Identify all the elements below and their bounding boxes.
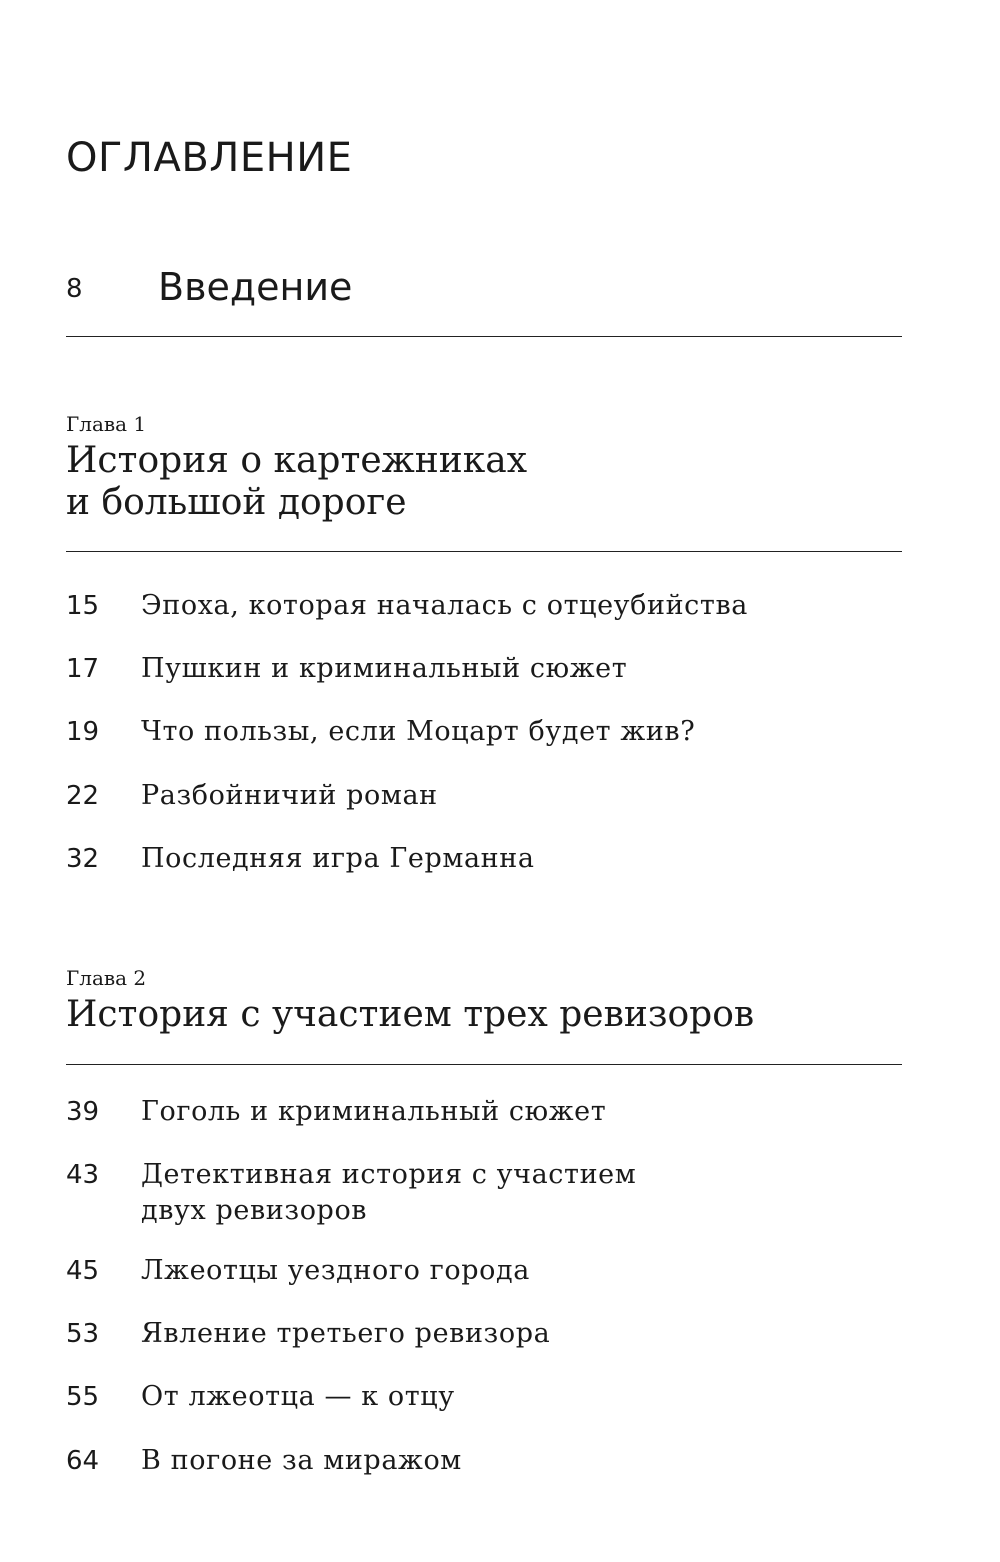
entry-title: Гоголь и криминальный сюжет [141, 1096, 607, 1127]
chapter-label: Глава 1 [66, 412, 147, 436]
entry-title: Пушкин и криминальный сюжет [141, 653, 628, 684]
page-number: 45 [66, 1256, 100, 1286]
chapter-title-line: История о картежниках [66, 440, 528, 481]
entry-title: В погоне за миражом [141, 1445, 462, 1476]
entry-title: Последняя игра Германна [141, 843, 535, 874]
page-number: 8 [66, 274, 83, 304]
entry-title-line: Детективная история с участием [141, 1159, 637, 1190]
page-number: 17 [66, 654, 100, 684]
page-number: 15 [66, 591, 100, 621]
entry-title [141, 1157, 841, 1229]
page-number: 64 [66, 1446, 100, 1476]
page-number: 43 [66, 1160, 100, 1190]
chapter-title-line: и большой дороге [66, 482, 407, 523]
page-number: 55 [66, 1382, 100, 1412]
toc-entry-introduction[interactable] [66, 262, 906, 312]
entry-title-line: двух ревизоров [141, 1195, 368, 1226]
chapter-title[interactable] [66, 994, 906, 1036]
entry-title: Явление третьего ревизора [141, 1318, 551, 1349]
chapter-label: Глава 2 [66, 966, 147, 990]
divider [66, 551, 902, 552]
page-number: 19 [66, 717, 100, 747]
chapter-title-line: История с участием трех ревизоров [66, 994, 755, 1035]
divider [66, 1064, 902, 1065]
divider [66, 336, 902, 337]
entry-title: Разбойничий роман [141, 780, 438, 811]
entry-title: Что пользы, если Моцарт будет жив? [141, 716, 696, 747]
entry-title: От лжеотца — к отцу [141, 1381, 455, 1412]
entry-title: Введение [158, 265, 353, 309]
entry-title: Лжеотцы уездного города [141, 1255, 530, 1286]
chapter-title[interactable] [66, 440, 906, 524]
page-number: 22 [66, 781, 100, 811]
page-number: 39 [66, 1097, 100, 1127]
page-number: 32 [66, 844, 100, 874]
page-title: ОГЛАВЛЕНИЕ [66, 135, 353, 181]
entry-title: Эпоха, которая началась с отцеубийства [141, 590, 748, 621]
page-number: 53 [66, 1319, 100, 1349]
